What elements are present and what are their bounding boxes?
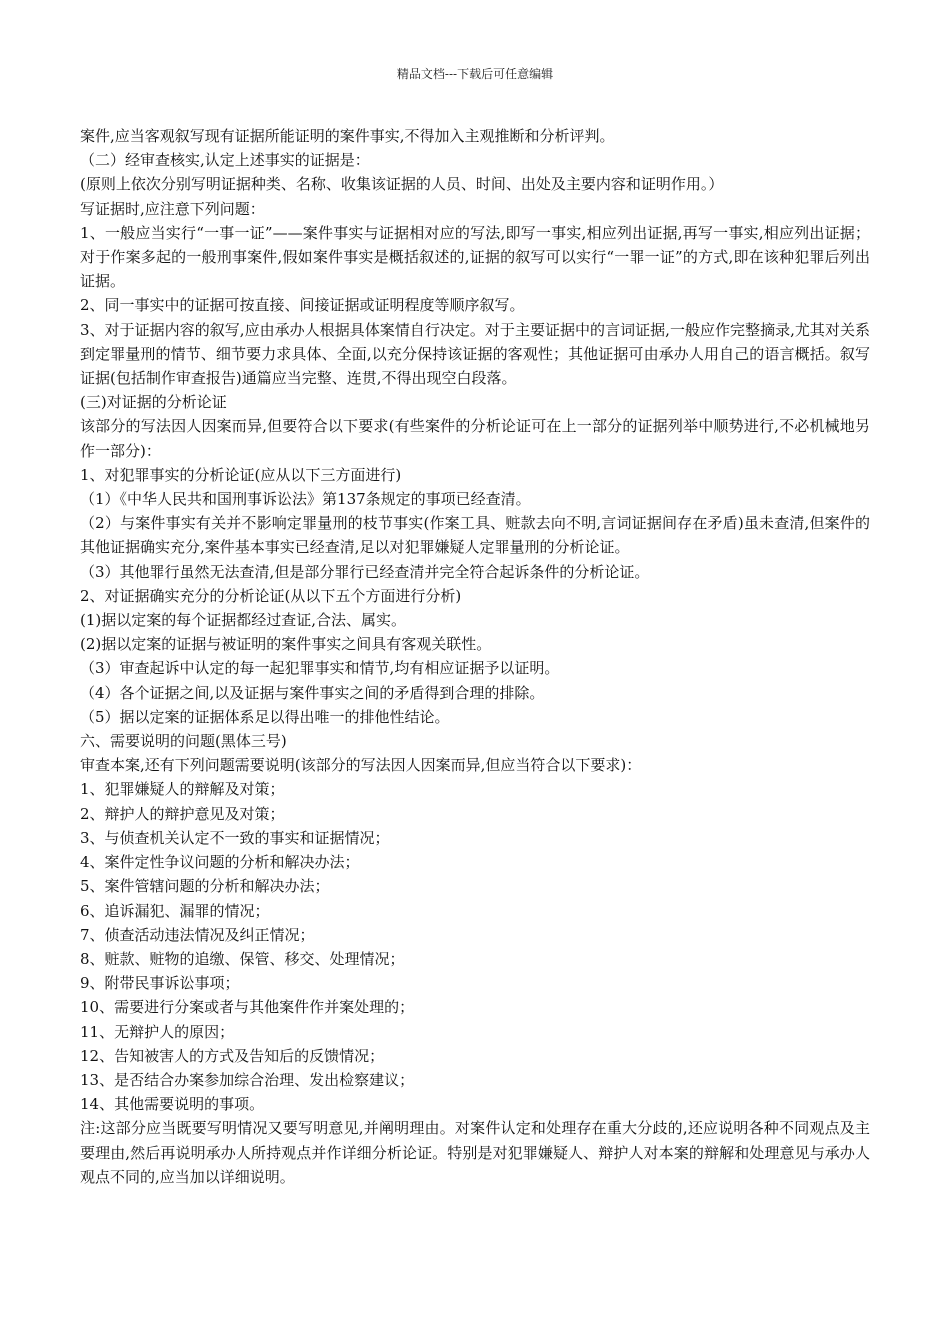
paragraph: 11、无辩护人的原因；	[80, 1022, 235, 1041]
paragraph: 13、是否结合办案参加综合治理、发出检察建议；	[80, 1070, 415, 1089]
paragraph: (1)据以定案的每个证据都经过查证,合法、属实。	[80, 611, 407, 630]
paragraph: 4、案件定性争议问题的分析和解决办法；	[80, 853, 360, 872]
paragraph: 审查本案,还有下列问题需要说明(该部分的写法因人因案而异,但应当符合以下要求)：	[80, 756, 642, 775]
paragraph: 6、追诉漏犯、漏罪的情况；	[80, 901, 270, 920]
paragraph: （2）与案件事实有关并不影响定罪量刑的枝节事实(作案工具、赃款去向不明,言词证据间存在矛盾)虽未查清,但案件的其他证据确实充分,案件基本事实已经查清,足以对犯罪嫌疑人定罪量刑的分析论证。	[80, 514, 870, 557]
paragraph: 1、一般应当实行“一事一证”——案件事实与证据相对应的写法,即写一事实,相应列出证据,再写一事实,相应列出证据；对于作案多起的一般刑事案件,假如案件事实是概括叙述的,证据的叙写可以实行“一罪一证”的方式,即在该种犯罪后列出证据。	[80, 223, 870, 291]
paragraph: 8、赃款、赃物的追缴、保管、移交、处理情况；	[80, 949, 405, 968]
paragraph: （3）审查起诉中认定的每一起犯罪事实和情节,均有相应证据予以证明。	[80, 659, 560, 678]
paragraph: 1、对犯罪事实的分析论证(应从以下三方面进行)	[80, 465, 402, 484]
paragraph: （4）各个证据之间,以及证据与案件事实之间的矛盾得到合理的排除。	[80, 683, 545, 702]
paragraph: 2、辩护人的辩护意见及对策；	[80, 804, 285, 823]
document-body	[80, 124, 870, 1189]
paragraph: 2、同一事实中的证据可按直接、间接证据或证明程度等顺序叙写。	[80, 296, 525, 315]
paragraph: (2)据以定案的证据与被证明的案件事实之间具有客观关联性。	[80, 635, 492, 654]
paragraph: 10、需要进行分案或者与其他案件作并案处理的；	[80, 998, 415, 1017]
paragraph: 14、其他需要说明的事项。	[80, 1095, 265, 1114]
paragraph: 9、附带民事诉讼事项；	[80, 974, 240, 993]
paragraph: 5、案件管辖问题的分析和解决办法；	[80, 877, 330, 896]
paragraph: 7、侦查活动违法情况及纠正情况；	[80, 925, 315, 944]
paragraph: 注:这部分应当既要写明情况又要写明意见,并阐明理由。对案件认定和处理存在重大分歧的,还应说明各种不同观点及主要理由,然后再说明承办人所持观点并作详细分析论证。特别是对犯罪嫌疑人、辩护人对本案的辩解和处理意见与承办人观点不同的,应当加以详细说明。	[80, 1119, 870, 1186]
paragraph: 3、与侦查机关认定不一致的事实和证据情况；	[80, 828, 390, 847]
paragraph: 写证据时,应注意下列问题：	[80, 199, 265, 218]
paragraph: (三)对证据的分析论证	[80, 393, 227, 412]
page-header: 精品文档---下载后可任意编辑	[396, 67, 554, 81]
paragraph: 3、对于证据内容的叙写,应由承办人根据具体案情自行决定。对于主要证据中的言词证据,一般应作完整摘录,尤其对关系到定罪量刑的情节、细节要力求具体、全面,以充分保持该证据的客观性；其他证据可由承办人用自己的语言概括。叙写证据(包括制作审查报告)通篇应当完整、连贯,不得出现空白段落。	[80, 320, 870, 388]
paragraph: （5）据以定案的证据体系足以得出唯一的排他性结论。	[80, 707, 450, 726]
paragraph: 案件,应当客观叙写现有证据所能证明的案件事实,不得加入主观推断和分析评判。	[80, 127, 615, 145]
paragraph: 该部分的写法因人因案而异,但要符合以下要求(有些案件的分析论证可在上一部分的证据列举中顺势进行,不必机械地另作一部分)：	[80, 417, 870, 460]
paragraph: 1、犯罪嫌疑人的辩解及对策；	[80, 780, 285, 799]
paragraph: 2、对证据确实充分的分析论证(从以下五个方面进行分析)	[80, 586, 462, 605]
paragraph: (原则上依次分别写明证据种类、名称、收集该证据的人员、时间、出处及主要内容和证明作用。）	[80, 175, 724, 194]
paragraph: 12、告知被害人的方式及告知后的反馈情况；	[80, 1046, 385, 1065]
paragraph: （3）其他罪行虽然无法查清,但是部分罪行已经查清并完全符合起诉条件的分析论证。	[80, 562, 650, 581]
paragraph: （二）经审查核实,认定上述事实的证据是：	[80, 151, 370, 170]
paragraph: 六、需要说明的问题(黑体三号)	[80, 732, 287, 751]
paragraph: （1）《中华人民共和国刑事诉讼法》第137条规定的事项已经查清。	[80, 490, 531, 509]
